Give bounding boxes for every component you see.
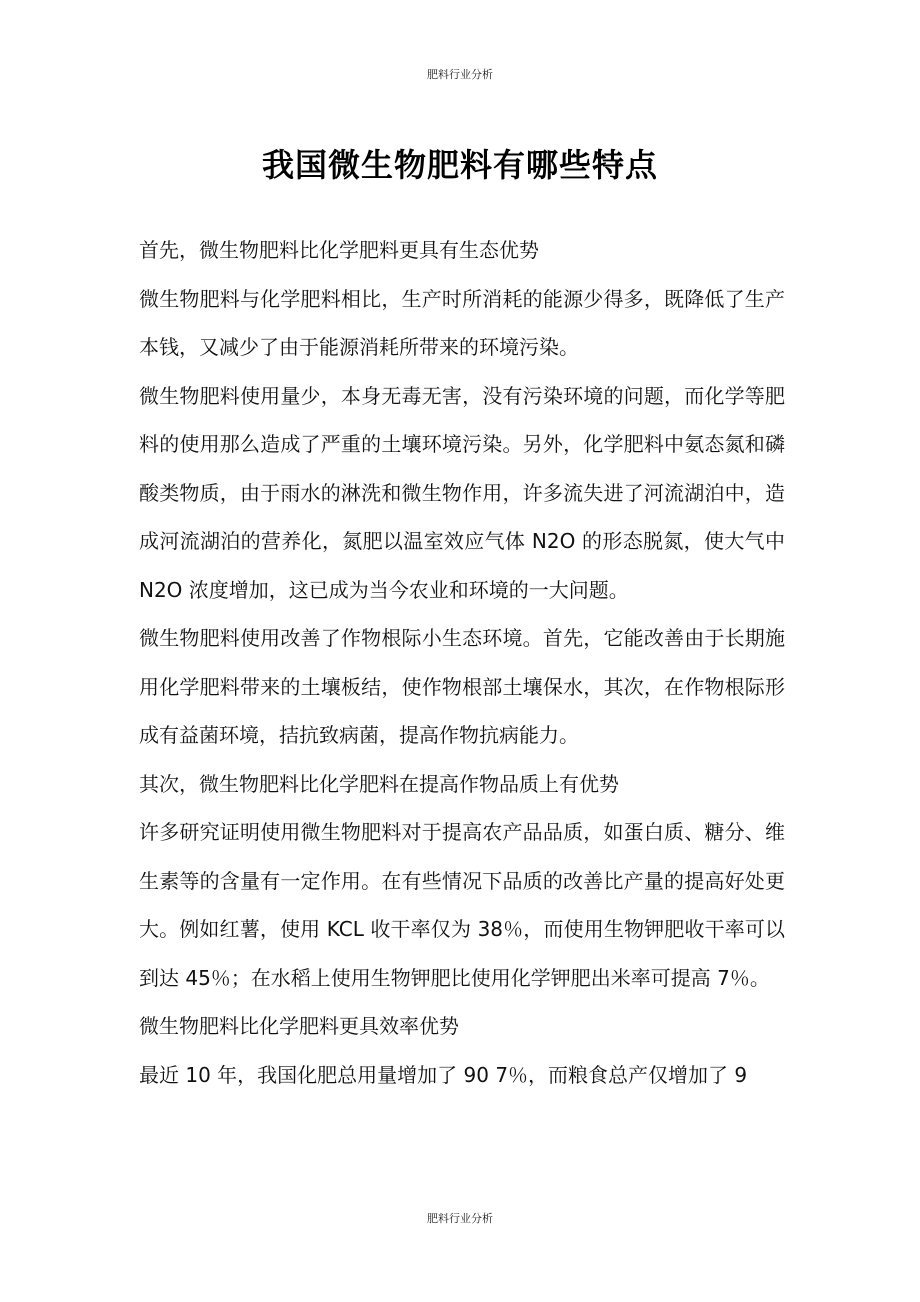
paragraph: 其次，微生物肥料比化学肥料在提高作物品质上有优势 xyxy=(139,771,619,796)
page-header: 肥料行业分析 xyxy=(427,68,493,81)
document-title: 我国微生物肥料有哪些特点 xyxy=(261,146,658,184)
paragraph: 许多研究证明使用微生物肥料对于提高农产品品质，如蛋白质、糖分、维生素等的含量有一定作用。在有些情况下品质的改善比产量的提高好处更大。例如红薯，使用 KCL 收干率仅为 38％，而使用生物钾肥收干率可以到达 45％；在水稻上使用生物钾肥比使用化学钾肥出米率可提高 7％。 xyxy=(139,820,785,990)
paragraph: 最近 10 年，我国化肥总用量增加了 90 7％，而粮食总产仅增加了 9 xyxy=(139,1062,748,1087)
paragraph: 微生物肥料使用改善了作物根际小生态环境。首先，它能改善由于长期施用化学肥料带来的土壤板结，使作物根部土壤保水，其次，在作物根际形成有益菌环境，拮抗致病菌，提高作物抗病能力。 xyxy=(139,626,785,747)
paragraph: 微生物肥料比化学肥料更具效率优势 xyxy=(139,1014,459,1038)
page-footer: 肥料行业分析 xyxy=(427,1212,493,1225)
document-body xyxy=(139,226,785,1099)
paragraph: 微生物肥料使用量少，本身无毒无害，没有污染环境的问题，而化学等肥料的使用那么造成了严重的土壤环境污染。另外，化学肥料中氨态氮和磷酸类物质，由于雨水的淋洗和微生物作用，许多流失进了河流湖泊中，造成河流湖泊的营养化，氮肥以温室效应气体 N2O 的形态脱氮，使大气中 N2O 浓度增加，这已成为当今农业和环境的一大问题。 xyxy=(139,383,785,602)
paragraph: 微生物肥料与化学肥料相比，生产时所消耗的能源少得多，既降低了生产本钱，又减少了由于能源消耗所带来的环境污染。 xyxy=(139,286,785,359)
paragraph: 首先，微生物肥料比化学肥料更具有生态优势 xyxy=(139,238,539,262)
